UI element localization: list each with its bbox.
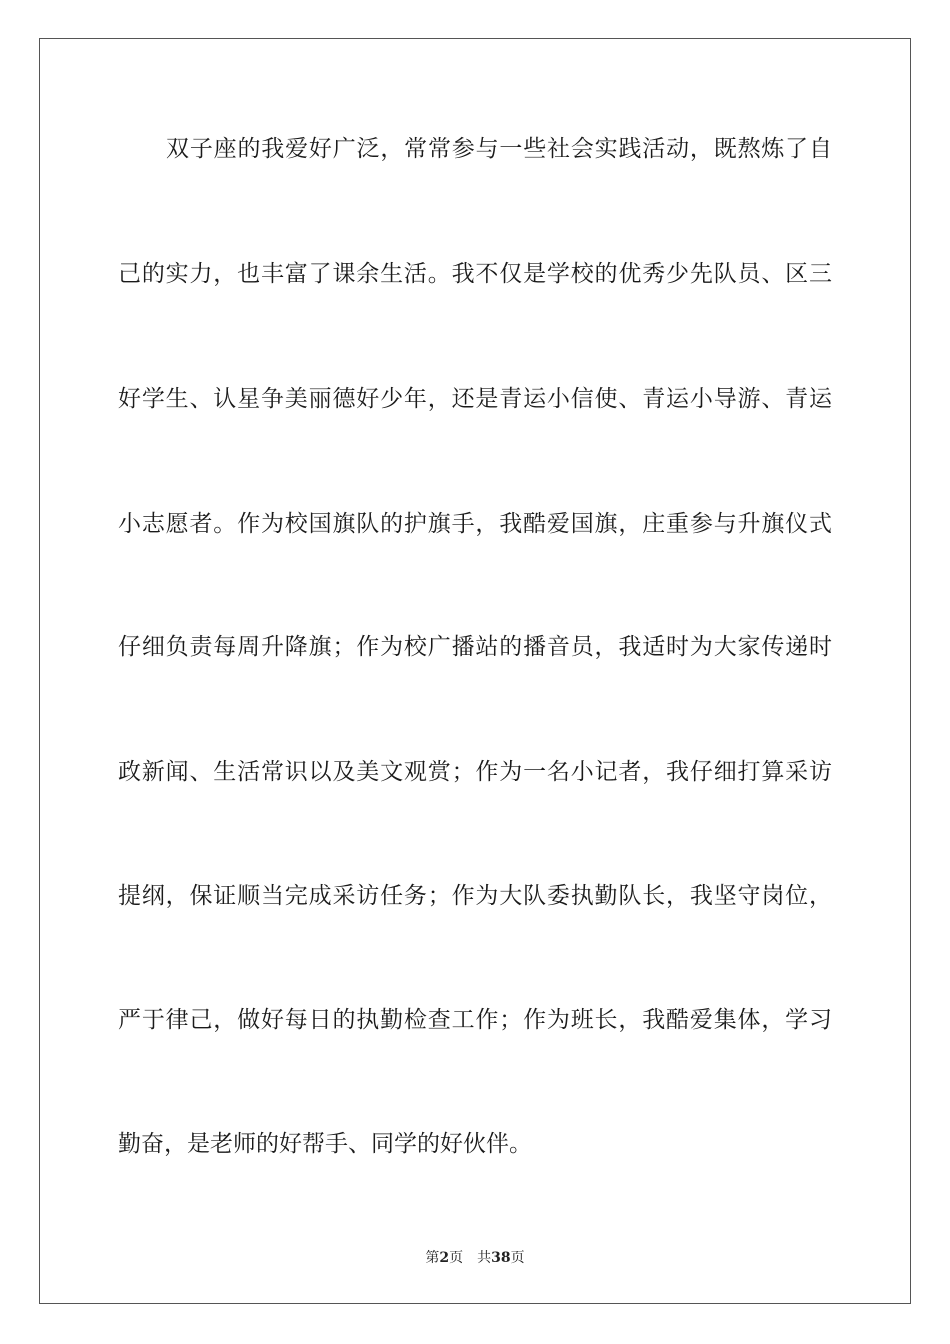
paragraph-line-6: 政新闻、生活常识以及美文观赏；作为一名小记者，我仔细打算采访	[118, 759, 832, 785]
total-pages: 38	[491, 1250, 511, 1266]
page-number: 2	[439, 1250, 450, 1266]
page-border	[39, 38, 911, 1304]
paragraph-line-5: 仔细负责每周升降旗；作为校广播站的播音员，我适时为大家传递时	[118, 634, 832, 660]
page-prefix: 第	[425, 1250, 440, 1266]
paragraph-line-4: 小志愿者。作为校国旗队的护旗手，我酷爱国旗，庄重参与升旗仪式	[118, 511, 832, 537]
paragraph-line-8: 严于律己，做好每日的执勤检查工作；作为班长，我酷爱集体，学习	[118, 1007, 832, 1033]
paragraph-line-1: 双子座的我爱好广泛，常常参与一些社会实践活动，既熬炼了自	[166, 136, 832, 162]
paragraph-line-7: 提纲，保证顺当完成采访任务；作为大队委执勤队长，我坚守岗位，	[118, 883, 832, 909]
total-suffix: 页	[510, 1250, 525, 1266]
paragraph-line-2: 己的实力，也丰富了课余生活。我不仅是学校的优秀少先队员、区三	[118, 261, 832, 287]
page-suffix: 页	[449, 1250, 464, 1266]
paragraph-line-3: 好学生、认星争美丽德好少年，还是青运小信使、青运小导游、青运	[118, 386, 832, 412]
paragraph-line-9: 勤奋，是老师的好帮手、同学的好伙伴。	[118, 1131, 532, 1157]
total-prefix: 共	[477, 1250, 492, 1266]
page-footer	[0, 1248, 950, 1268]
